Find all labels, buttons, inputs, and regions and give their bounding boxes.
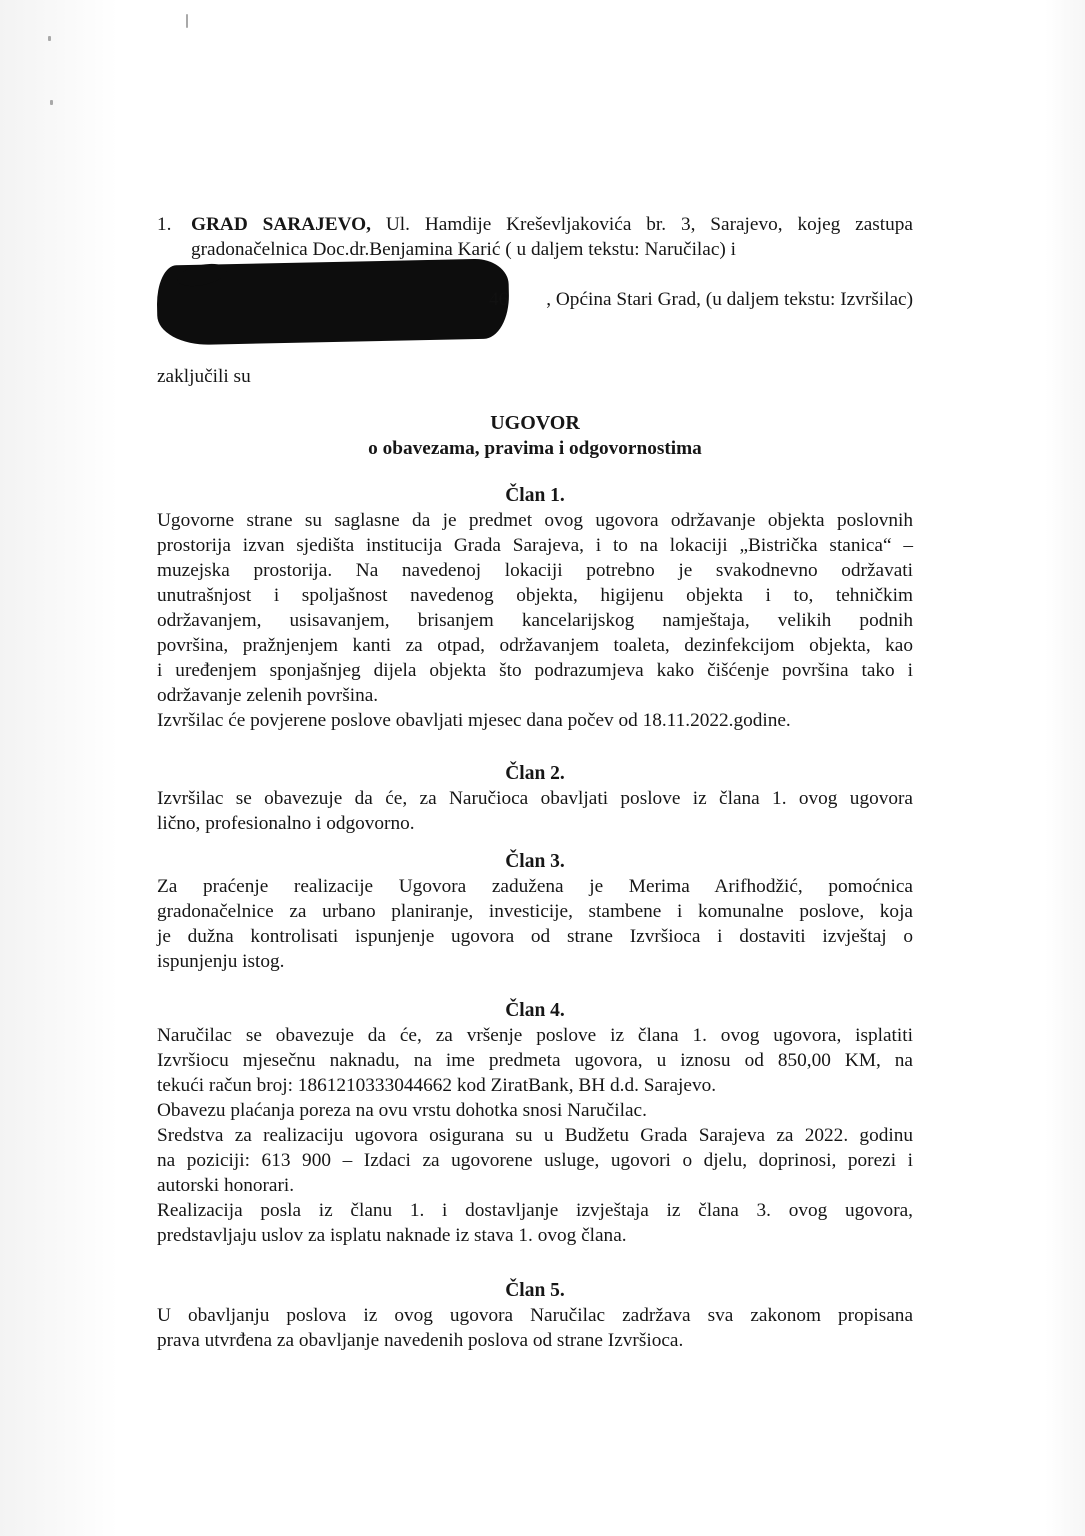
party-one-line-2: gradonačelnica Doc.dr.Benjamina Karić ( u daljem tekstu: Naručilac) i: [191, 239, 737, 260]
party-one-name: GRAD SARAJEVO,: [191, 214, 371, 235]
article-line: Naručilac se obavezuje da će, za vršenje poslove iz člana 1. ovog ugovora, isplatiti: [157, 1025, 913, 1046]
article-line: prostorija izvan sjedišta institucija Grada Sarajeva, i to na lokaciji „Bistrička stanica“ –: [157, 535, 913, 556]
article-line: Za praćenje realizacije Ugovora zadužena je Merima Arifhodžić, pomoćnica: [157, 876, 913, 897]
scan-right-shadow: [1045, 0, 1085, 1536]
article-2: [157, 761, 913, 836]
article-line: na poziciji: 613 900 – Izdaci za ugovorene usluge, ugovori o djelu, doprinosi, porezi i: [157, 1150, 913, 1171]
article-line: unutrašnjost i spoljašnost navedenog objekta, higijenu objekta i to, tehničkim: [157, 585, 913, 606]
article-line: održavanjem, usisavanjem, brisanjem kancelarijskog namještaja, velikih podnih: [157, 610, 913, 631]
article-heading: Član 3.: [505, 851, 565, 872]
scan-speck: [186, 14, 188, 28]
document-title: UGOVOR: [490, 412, 580, 434]
article-line: je dužna kontrolisati ispunjenje ugovora od strane Izvršioca i dostaviti izvještaj o: [157, 926, 913, 947]
article-3: [157, 849, 913, 974]
party-one-line-1: [191, 212, 913, 237]
article-line: gradonačelnice za urbano planiranje, investicije, stambene i komunalne poslove, koja: [157, 901, 913, 922]
article-line: autorski honorari.: [157, 1175, 295, 1196]
article-line: površina, pražnjenjem kanti za otpad, održavanjem toaleta, dezinfekcijom objekta, kao: [157, 635, 913, 656]
article-heading: Član 5.: [505, 1280, 565, 1301]
document-subtitle: o obavezama, pravima i odgovornostima: [368, 438, 702, 459]
party-one: [157, 212, 913, 262]
article-heading: Član 1.: [505, 485, 565, 506]
article-1: [157, 483, 913, 733]
article-heading: Član 2.: [505, 763, 565, 784]
scan-speck: [50, 100, 53, 105]
article-line: Sredstva za realizaciju ugovora osigurana su u Budžetu Grada Sarajeva za 2022. godinu: [157, 1125, 913, 1146]
party-two-text: , Općina Stari Grad, (u daljem tekstu: Izvršilac): [546, 289, 913, 310]
article-line: predstavljaju uslov za isplatu naknade iz stava 1. ovog člana.: [157, 1225, 627, 1246]
article-line: lično, profesionalno i odgovorno.: [157, 813, 415, 834]
article-line: Izvršilac će povjerene poslove obavljati mjesec dana počev od 18.11.2022.godine.: [157, 710, 791, 731]
article-line: muzejska prostorija. Na navedenoj lokaciji potrebno je svakodnevno održavati: [157, 560, 913, 581]
article-line: Izvršiocu mjesečnu naknadu, na ime predmeta ugovora, u iznosu od 850,00 KM, na: [157, 1050, 913, 1071]
article-line: i uređenjem sponjašnjeg dijela objekta što podrazumjeva kako čišćenje površina tako i: [157, 660, 913, 681]
article-line: Ugovorne strane su saglasne da je predmet ovog ugovora održavanje objekta poslovnih: [157, 510, 913, 531]
article-5: [157, 1278, 913, 1353]
party-one-address: Ul. Hamdije Kreševljakovića br. 3, Sarajevo, kojeg zastupa: [371, 214, 913, 235]
party-two-visible-fragment: 46: [489, 289, 509, 310]
party-one-number: 1.: [157, 214, 172, 235]
article-line: održavanje zelenih površina.: [157, 685, 379, 706]
scan-left-shadow: [0, 0, 118, 1536]
article-line: ispunjenju istog.: [157, 951, 285, 972]
article-line: U obavljanju poslova iz ovog ugovora Naručilac zadržava sva zakonom propisana: [157, 1305, 913, 1326]
article-line: Obavezu plaćanja poreza na ovu vrstu dohotka snosi Naručilac.: [157, 1100, 647, 1121]
article-line: Izvršilac se obavezuje da će, za Naručioca obavljati poslove iz člana 1. ovog ugovora: [157, 788, 913, 809]
article-4: [157, 998, 913, 1248]
article-line: Realizacija posla iz članu 1. i dostavljanje izvještaja iz člana 3. ovog ugovora,: [157, 1200, 913, 1221]
article-heading: Član 4.: [505, 1000, 565, 1021]
intro-text: zaključili su: [157, 366, 251, 387]
article-line: prava utvrđena za obavljanje navedenih poslova od strane Izvršioca.: [157, 1330, 684, 1351]
article-line: tekući račun broj: 1861210333044662 kod ZiratBank, BH d.d. Sarajevo.: [157, 1075, 717, 1096]
scan-speck: [48, 36, 51, 41]
